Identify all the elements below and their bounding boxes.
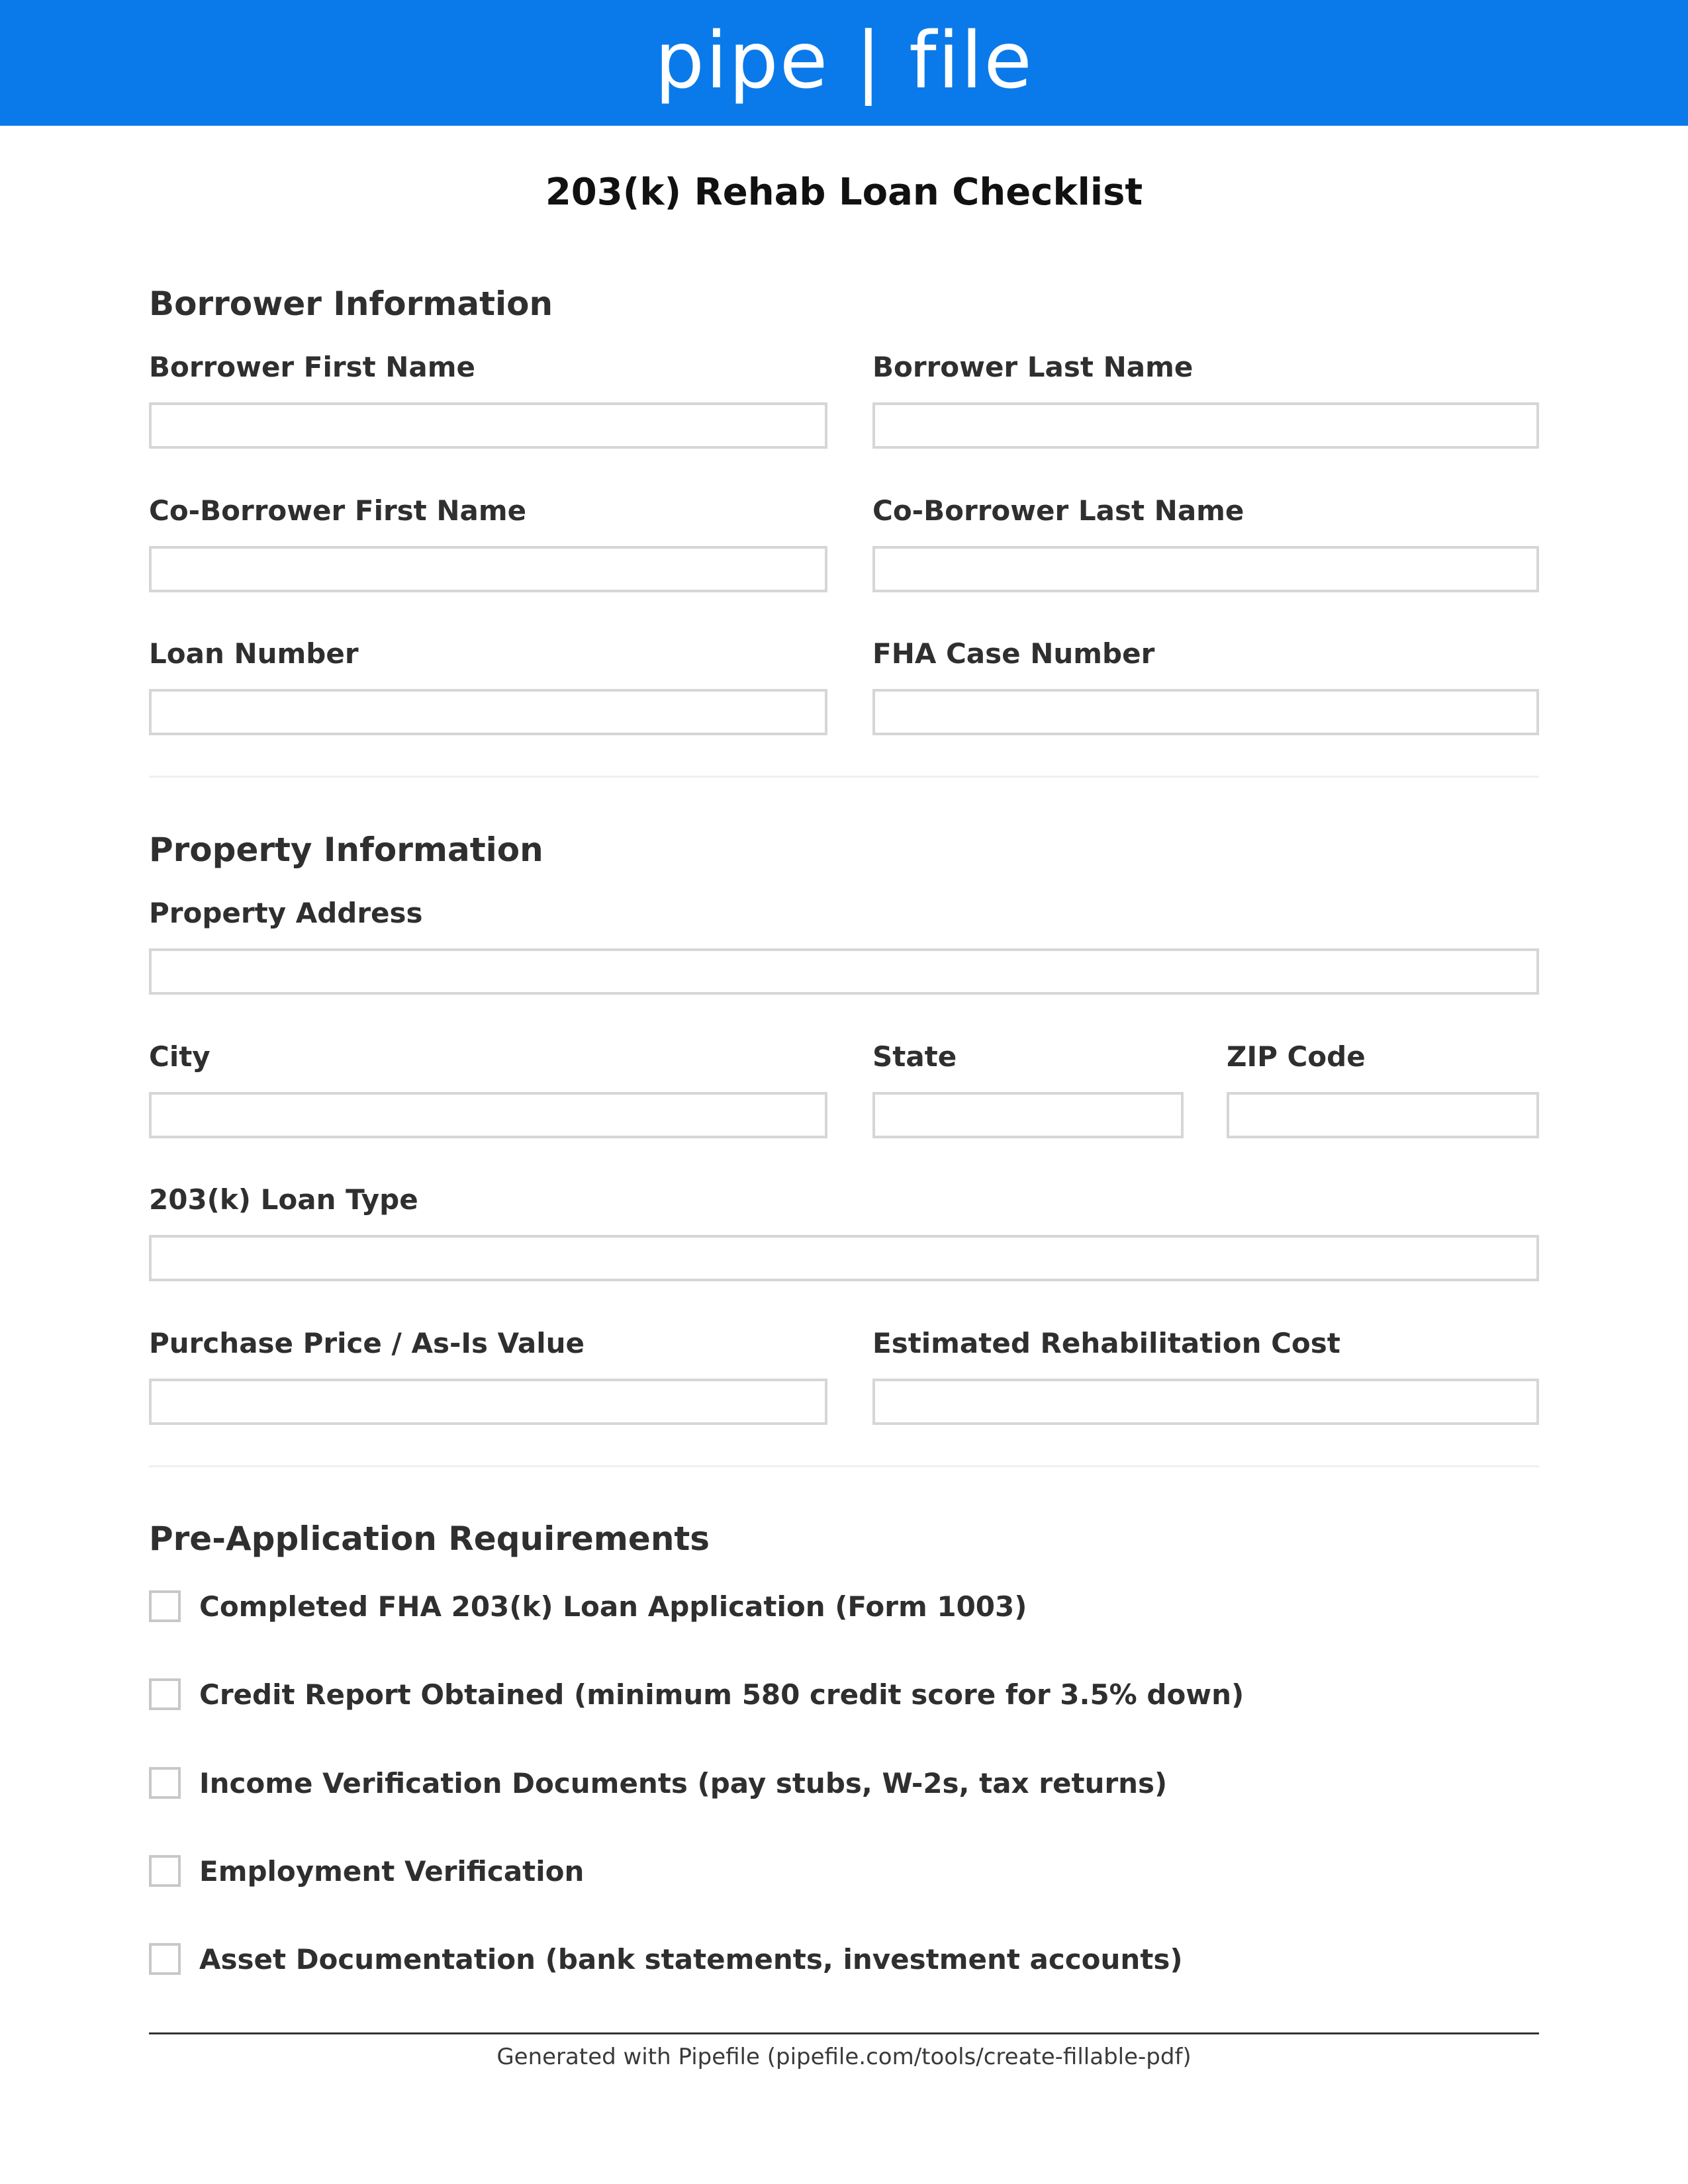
checklist-item-label: Asset Documentation (bank statements, investment accounts) (199, 1942, 1183, 1976)
section-divider (149, 776, 1539, 778)
footer-divider (149, 2032, 1539, 2034)
rehab-cost-field[interactable] (872, 1379, 1539, 1425)
co-borrower-first-name-field[interactable] (149, 546, 827, 592)
checklist-item-label: Credit Report Obtained (minimum 580 credit score for 3.5% down) (199, 1678, 1244, 1711)
loan-number-field[interactable] (149, 689, 827, 735)
fha-case-number-label: FHA Case Number (872, 637, 1155, 670)
zip-code-field[interactable] (1227, 1092, 1539, 1138)
borrower-last-name-field[interactable] (872, 402, 1539, 449)
pipefile-logo: pipe | file (655, 15, 1033, 106)
loan-type-field[interactable] (149, 1235, 1539, 1281)
purchase-price-label: Purchase Price / As-Is Value (149, 1327, 585, 1359)
checklist-item (149, 1765, 1167, 1801)
rehab-cost-label: Estimated Rehabilitation Cost (872, 1327, 1340, 1359)
fha-case-number-field[interactable] (872, 689, 1539, 735)
section-divider (149, 1465, 1539, 1467)
checklist-item-label: Income Verification Documents (pay stubs, W-2s, tax returns) (199, 1766, 1168, 1799)
footer-text: Generated with Pipefile (pipefile.com/tools/create-fillable-pdf) (496, 2044, 1192, 2070)
checkbox[interactable] (149, 1590, 181, 1622)
section-title-property: Property Information (149, 831, 543, 869)
zip-code-label: ZIP Code (1227, 1040, 1366, 1073)
co-borrower-last-name-label: Co-Borrower Last Name (872, 494, 1244, 527)
checklist-item (149, 1588, 1027, 1624)
checkbox[interactable] (149, 1855, 181, 1887)
checkbox[interactable] (149, 1678, 181, 1710)
checklist-item (149, 1676, 1244, 1712)
brand-header (0, 0, 1688, 126)
property-address-field[interactable] (149, 948, 1539, 995)
borrower-last-name-label: Borrower Last Name (872, 351, 1194, 383)
section-title-borrower: Borrower Information (149, 285, 553, 323)
co-borrower-last-name-field[interactable] (872, 546, 1539, 592)
document-title: 203(k) Rehab Loan Checklist (545, 171, 1143, 214)
state-label: State (872, 1040, 957, 1073)
checkbox[interactable] (149, 1767, 181, 1799)
checklist-item-label: Employment Verification (199, 1854, 585, 1888)
checklist-item (149, 1941, 1183, 1977)
property-address-label: Property Address (149, 897, 423, 929)
purchase-price-field[interactable] (149, 1379, 827, 1425)
checklist-item-label: Completed FHA 203(k) Loan Application (Form 1003) (199, 1590, 1027, 1623)
borrower-first-name-field[interactable] (149, 402, 827, 449)
loan-number-label: Loan Number (149, 637, 359, 670)
loan-type-label: 203(k) Loan Type (149, 1183, 418, 1216)
co-borrower-first-name-label: Co-Borrower First Name (149, 494, 527, 527)
city-field[interactable] (149, 1092, 827, 1138)
checkbox[interactable] (149, 1943, 181, 1975)
state-field[interactable] (872, 1092, 1184, 1138)
city-label: City (149, 1040, 211, 1073)
borrower-first-name-label: Borrower First Name (149, 351, 476, 383)
checklist-item (149, 1853, 584, 1889)
section-title-pre-application: Pre-Application Requirements (149, 1520, 710, 1558)
